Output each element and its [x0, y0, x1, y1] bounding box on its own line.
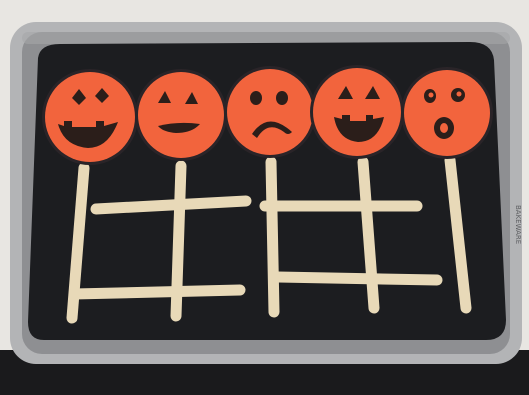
- pumpkin-face-3: [224, 66, 316, 158]
- eye-left: [250, 91, 262, 105]
- pumpkin-face-1: [42, 69, 138, 165]
- stick-vertical-3: [271, 162, 274, 312]
- pumpkin-face-5: [401, 67, 493, 159]
- pumpkin-face-2: [135, 69, 227, 161]
- face-disc: [313, 68, 401, 156]
- stick-horizontal-4: [278, 277, 437, 280]
- stick-horizontal-2: [74, 290, 240, 294]
- mouth-o-inner: [440, 123, 448, 133]
- face-disc: [138, 72, 224, 158]
- face-disc: [404, 70, 490, 156]
- face-disc: [227, 69, 313, 155]
- eye-left-highlight: [429, 93, 434, 98]
- pumpkin-face-4: [310, 65, 404, 159]
- tray-brand-text: BAKEWARE: [514, 205, 522, 245]
- face-disc: [45, 72, 135, 162]
- eye-right-highlight: [457, 92, 462, 97]
- eye-right: [276, 91, 288, 105]
